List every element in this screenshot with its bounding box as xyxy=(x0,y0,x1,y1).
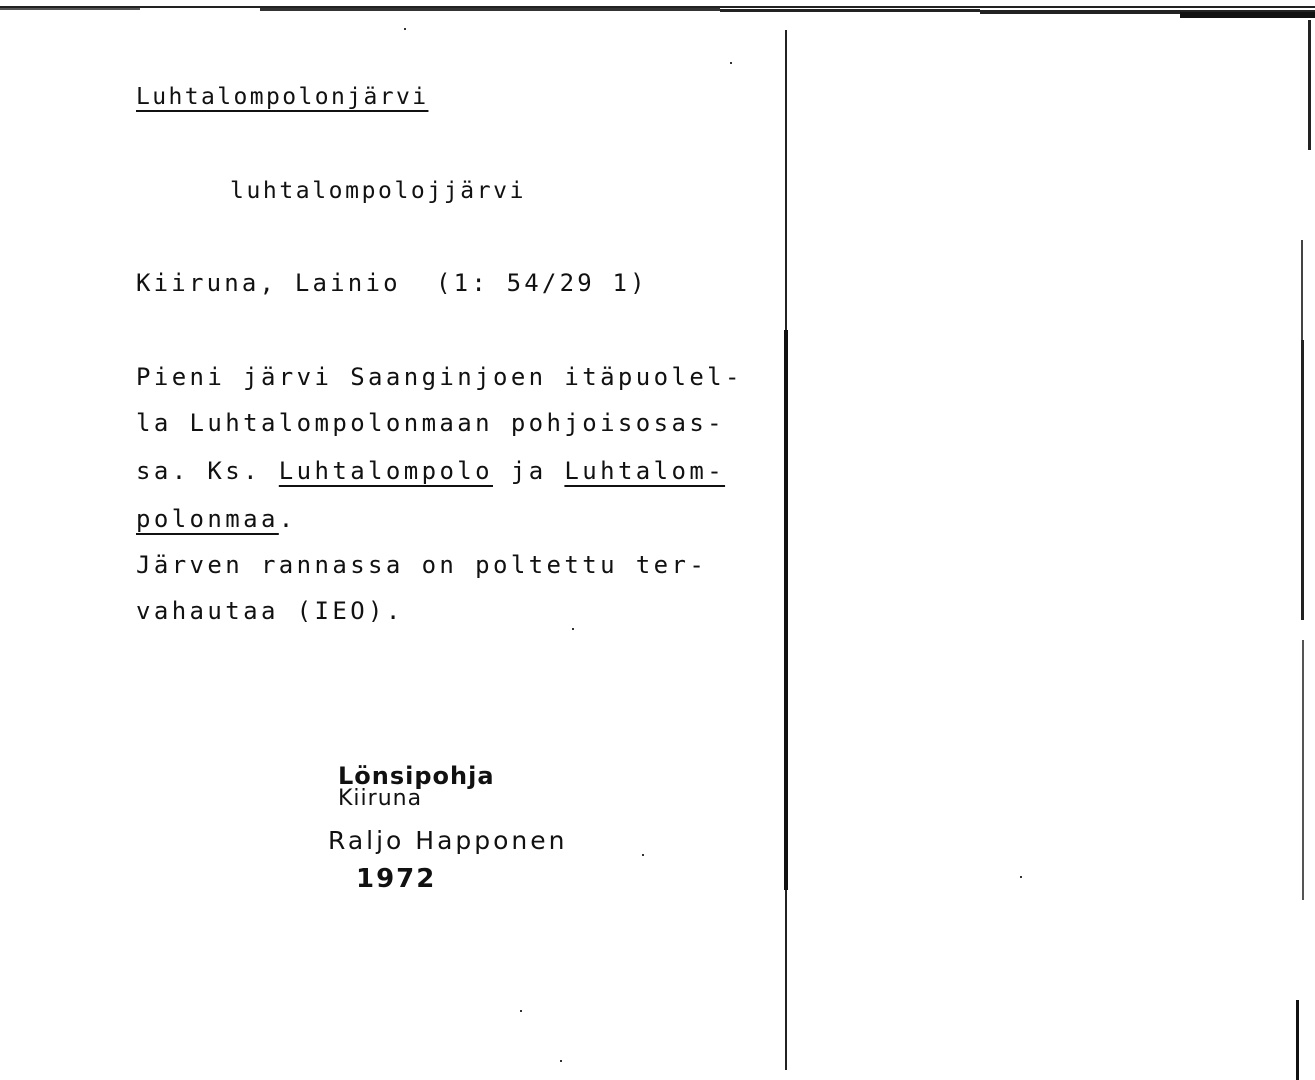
place-name-title: Luhtalompolonjärvi xyxy=(136,84,429,110)
description-line-3 xyxy=(136,456,725,486)
scan-speck xyxy=(572,628,574,630)
cross-reference-luhtalompolo: Luhtalompolo xyxy=(278,457,493,485)
stamp-place: Lönsipohja xyxy=(338,762,495,790)
stamp-collector: Raljo Happonen xyxy=(328,826,568,855)
scan-speck xyxy=(730,62,732,64)
cross-reference-luhtalompolonmaa-part2: polonmaa xyxy=(136,505,279,533)
description-line-6: vahautaa (IEO). xyxy=(136,597,404,625)
description-line-3-start: sa. Ks. xyxy=(136,457,279,485)
description-line-1: Pieni järvi Saanginjoen itäpuolel- xyxy=(136,363,743,391)
scan-speck xyxy=(642,854,644,856)
stamp-city: Kiiruna xyxy=(338,786,423,811)
description-line-4-end: . xyxy=(278,505,297,533)
cross-reference-luhtalompolonmaa-part1: Luhtalom- xyxy=(564,457,726,485)
description-line-2: la Luhtalompolonmaan pohjoisosas- xyxy=(136,409,726,437)
stamp-year: 1972 xyxy=(356,864,437,894)
scan-speck xyxy=(520,1010,522,1012)
location-reference: Kiiruna, Lainio (1: 54/29 1) xyxy=(136,269,648,297)
scan-speck xyxy=(404,28,406,30)
description-line-3-middle: ja xyxy=(493,457,565,485)
scan-speck xyxy=(560,1060,562,1062)
card-divider-line xyxy=(784,30,788,1070)
description-line-4 xyxy=(136,504,297,534)
description-line-5: Järven rannassa on poltettu ter- xyxy=(136,551,708,579)
dialect-form: luhtalompolojjärvi xyxy=(230,178,527,204)
scan-edge-right xyxy=(1296,20,1312,1080)
scan-speck xyxy=(1020,876,1022,878)
